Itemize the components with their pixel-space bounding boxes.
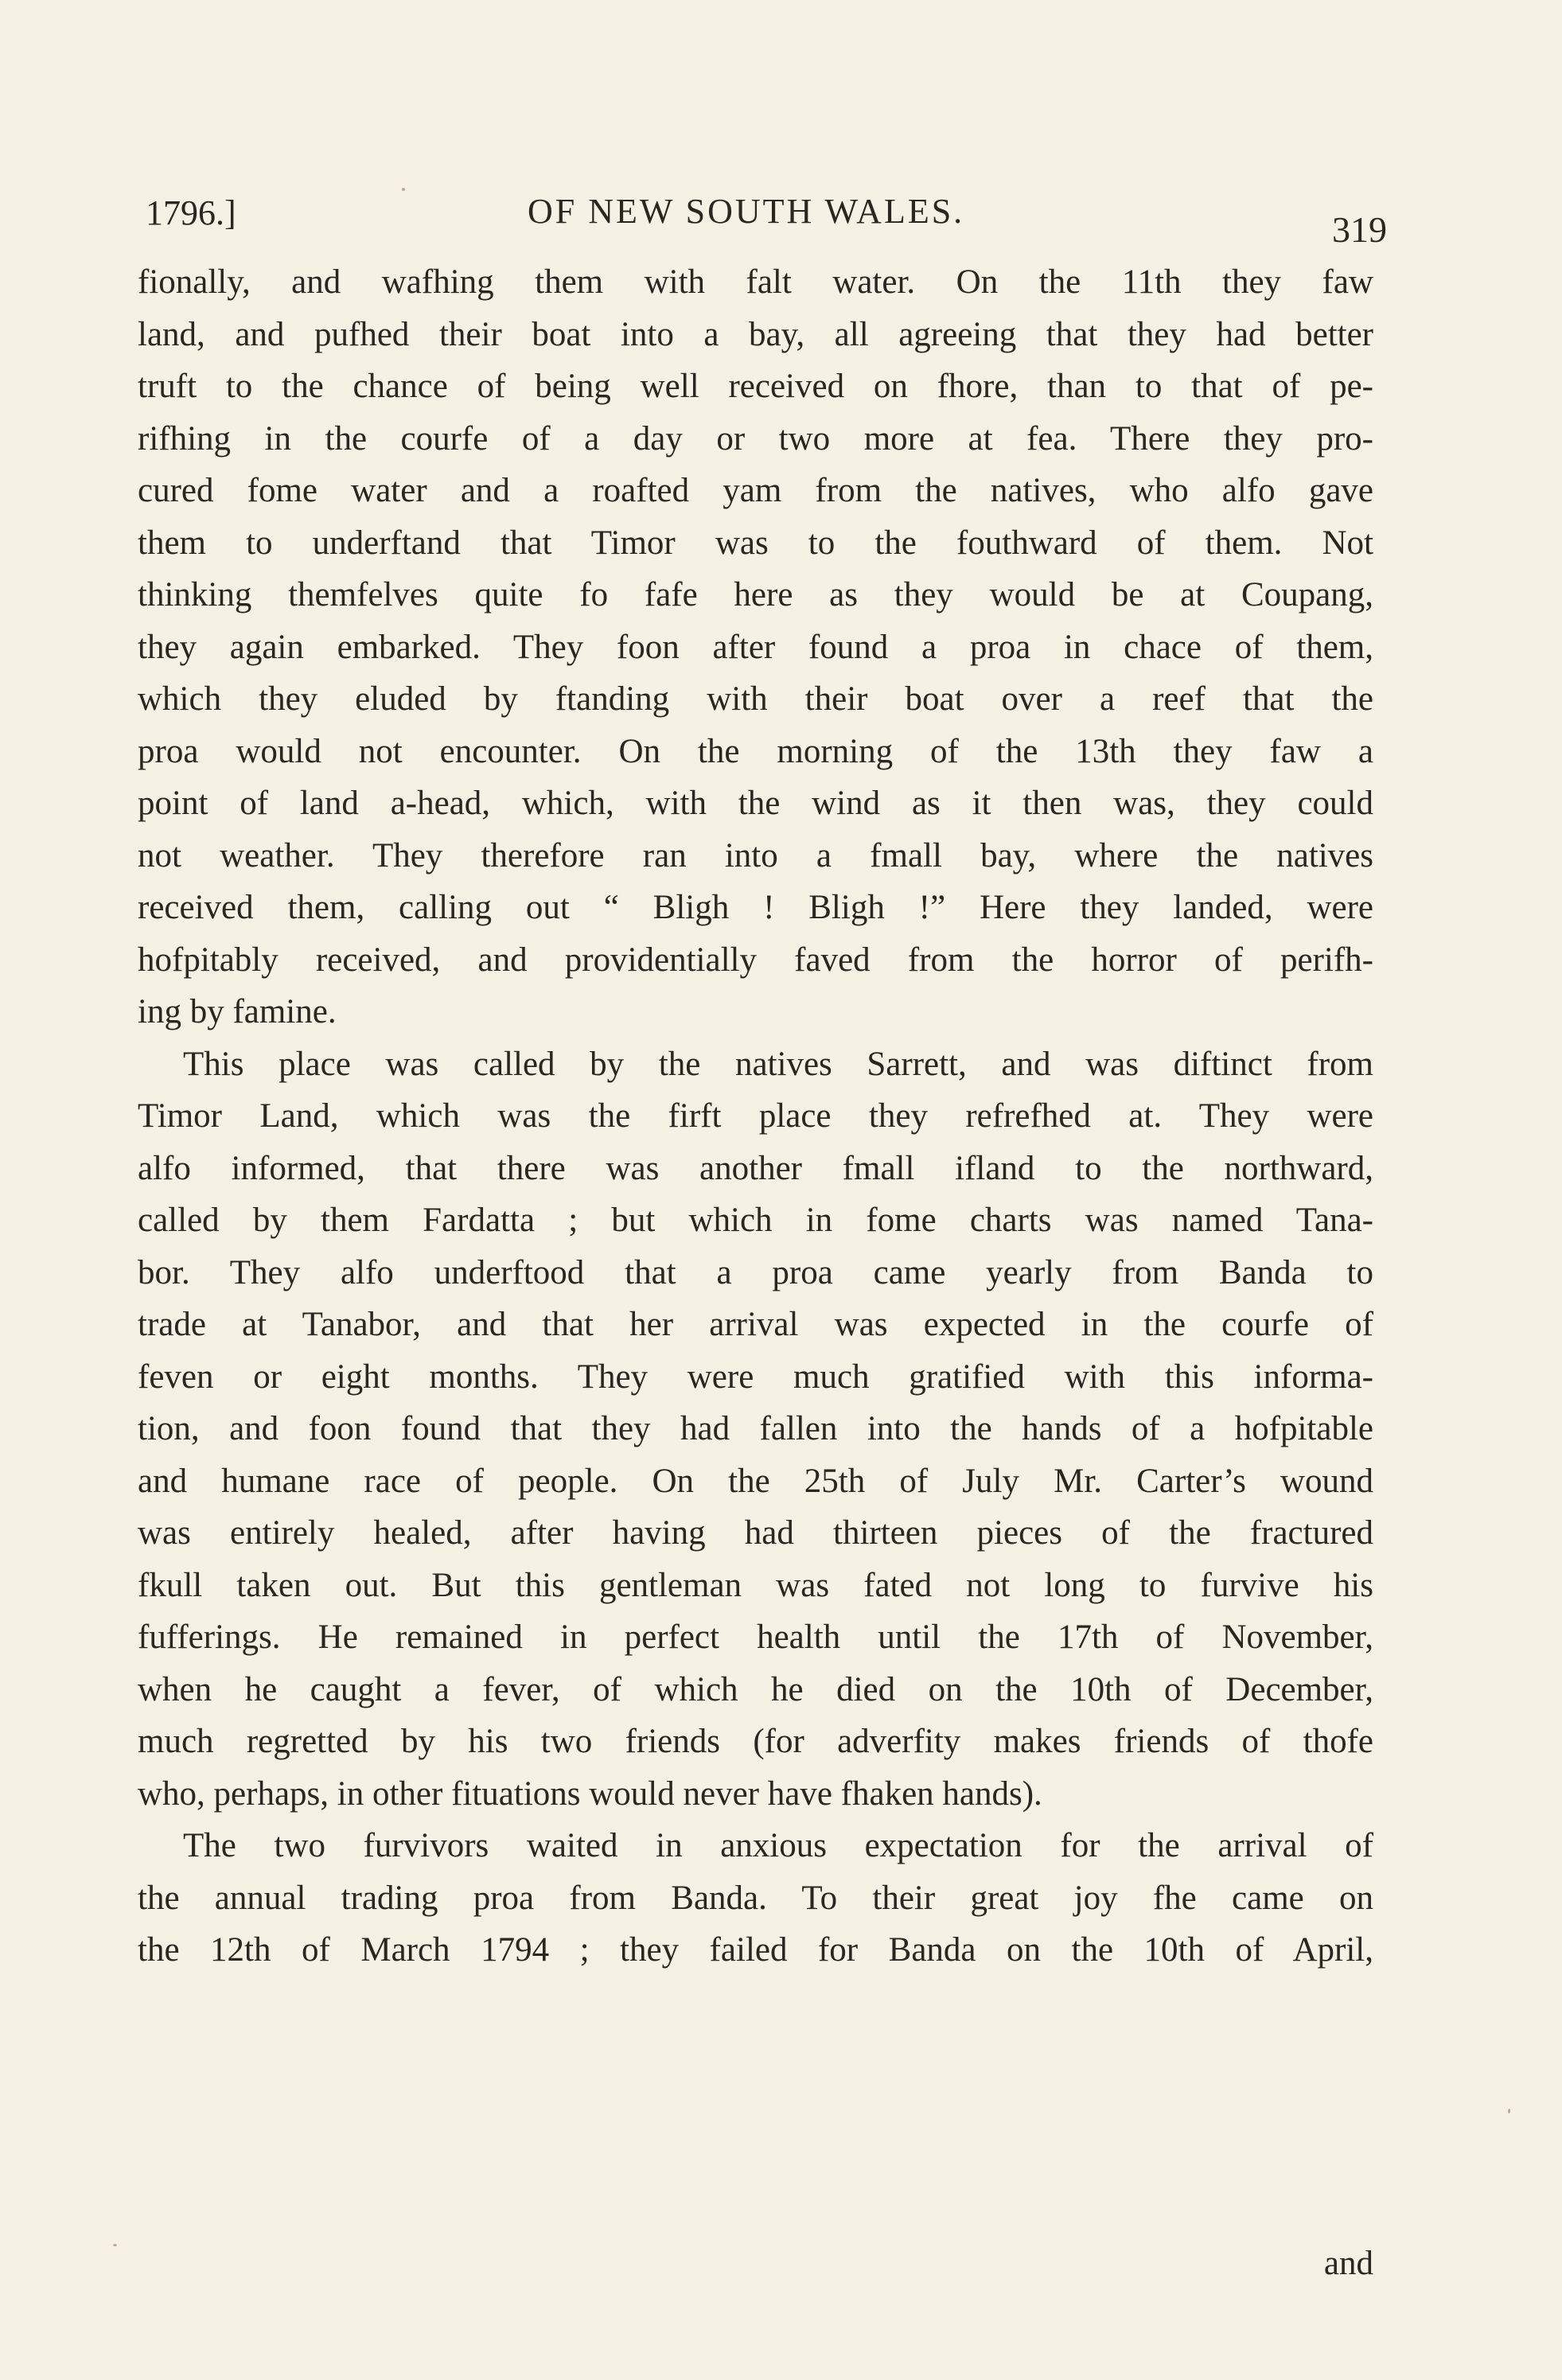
- running-head: [146, 183, 1387, 250]
- running-head-year: 1796.]: [146, 193, 236, 232]
- text-line: called by them Fardatta ; but which in fome charts was named Tana-: [138, 1202, 1373, 1239]
- text-line: fionally, and wafhing them with falt water. On the 11th they faw: [138, 263, 1373, 301]
- text-line: and humane race of people. On the 25th of July Mr. Carter’s wound: [138, 1462, 1373, 1500]
- text-line: feven or eight months. They were much gratified with this informa-: [138, 1357, 1373, 1396]
- paper-speck: [113, 2244, 117, 2246]
- text-line: received them, calling out “ Bligh ! Bligh !” Here they landed, were: [138, 889, 1373, 926]
- paper-speck: [1508, 2109, 1510, 2113]
- catchword: and: [1323, 2245, 1373, 2282]
- text-line: was entirely healed, after having had thirteen pieces of the fractured: [138, 1514, 1373, 1552]
- text-line: fkull taken out. But this gentleman was fated not long to furvive his: [138, 1566, 1373, 1604]
- body-text: [138, 256, 1373, 2282]
- text-line: who, perhaps, in other fituations would never have fhaken hands).: [138, 1774, 1042, 1813]
- text-line: the annual trading proa from Banda. To their great joy fhe came on: [138, 1879, 1373, 1917]
- text-line: The two furvivors waited in anxious expectation for the arrival of: [183, 1827, 1373, 1864]
- text-line: fufferings. He remained in perfect health until the 17th of November,: [138, 1618, 1373, 1656]
- page-number: 319: [1332, 209, 1387, 250]
- text-line: tion, and foon found that they had fallen into the hands of a hofpitable: [138, 1410, 1373, 1447]
- text-line: them to underftand that Timor was to the fouthward of them. Not: [138, 524, 1373, 562]
- text-line: not weather. They therefore ran into a fmall bay, where the natives: [138, 836, 1373, 874]
- text-line: trade at Tanabor, and that her arrival was expected in the courfe of: [138, 1306, 1373, 1343]
- text-line: thinking themfelves quite fo fafe here as they would be at Coupang,: [138, 576, 1373, 614]
- text-line: proa would not encounter. On the morning of the 13th they faw a: [138, 732, 1373, 770]
- text-line: much regretted by his two friends (for adverfity makes friends of thofe: [138, 1723, 1373, 1760]
- text-line: bor. They alfo underftood that a proa came yearly from Banda to: [138, 1253, 1373, 1291]
- text-line: Timor Land, which was the firft place they refrefhed at. They were: [138, 1097, 1373, 1135]
- text-line: when he caught a fever, of which he died on the 10th of December,: [138, 1670, 1373, 1708]
- text-line: the 12th of March 1794 ; they failed for Banda on the 10th of April,: [138, 1931, 1373, 1969]
- text-line: ing by famine.: [138, 993, 337, 1030]
- running-head-title: OF NEW SOUTH WALES.: [528, 192, 965, 231]
- text-line: hofpitably received, and providentially faved from the horror of perifh-: [138, 941, 1373, 979]
- text-line: they again embarked. They foon after found a proa in chace of them,: [138, 628, 1373, 666]
- paper-speck: [402, 188, 405, 191]
- text-line: alfo informed, that there was another fmall ifland to the northward,: [138, 1149, 1373, 1187]
- text-line: This place was called by the natives Sarrett, and was diftinct from: [183, 1045, 1373, 1083]
- text-line: truft to the chance of being well received on fhore, than to that of pe-: [138, 368, 1373, 405]
- text-line: point of land a-head, which, with the wind as it then was, they could: [138, 785, 1373, 822]
- text-line: which they eluded by ftanding with their boat over a reef that the: [138, 680, 1373, 718]
- text-line: rifhing in the courfe of a day or two more at fea. There they pro-: [138, 419, 1373, 458]
- text-line: cured fome water and a roafted yam from the natives, who alfo gave: [138, 472, 1373, 509]
- text-line: land, and pufhed their boat into a bay, all agreeing that they had better: [138, 315, 1373, 353]
